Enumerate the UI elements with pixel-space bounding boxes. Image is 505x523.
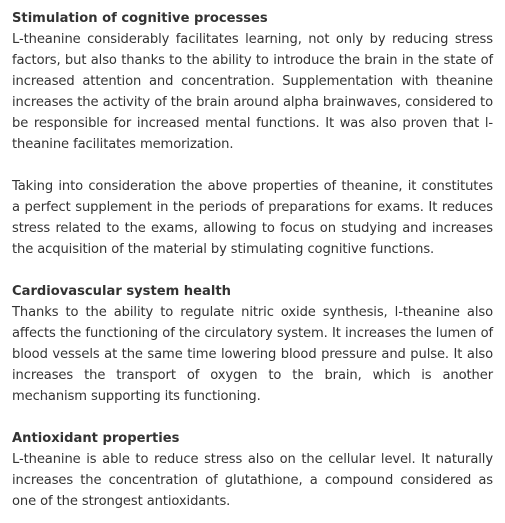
paragraph-cognitive-2: Taking into consideration the above properties of theanine, it constitutes a perfect supplement in the periods of preparations for exams. It reduces stress related to the exams, allowing to focus on studying and increases the acquisition of the material by stimulating cognitive functions. [12,179,493,257]
section-title-cognitive: Stimulation of cognitive processes [12,11,268,26]
paragraph-cognitive-1: L-theanine considerably facilitates learning, not only by reducing stress factors, but also thanks to the ability to introduce the brain in the state of increased attention and concentration. Supplementation with theanine increases the activity of the brain around alpha brainwaves, considered to be responsible for increased mental functions. It was also proven that l-theanine facilitates memorization. [12,32,493,152]
paragraph-cardiovascular-1: Thanks to the ability to regulate nitric oxide synthesis, l-theanine also affects the functioning of the circulatory system. It increases the lumen of blood vessels at the same time lowering blood pressure and pulse. It also increases the transport of oxygen to the brain, which is another mechanism supporting its functioning. [12,305,493,404]
section-title-cardiovascular: Cardiovascular system health [12,284,231,299]
article-body [12,8,493,512]
section-spacer [12,407,493,428]
section-spacer [12,260,493,281]
paragraph-antioxidant-1: L-theanine is able to reduce stress also on the cellular level. It naturally increases the concentration of glutathione, a compound considered as one of the strongest antioxidants. [12,452,493,509]
paragraph-spacer [12,155,493,176]
section-title-antioxidant: Antioxidant properties [12,431,180,446]
